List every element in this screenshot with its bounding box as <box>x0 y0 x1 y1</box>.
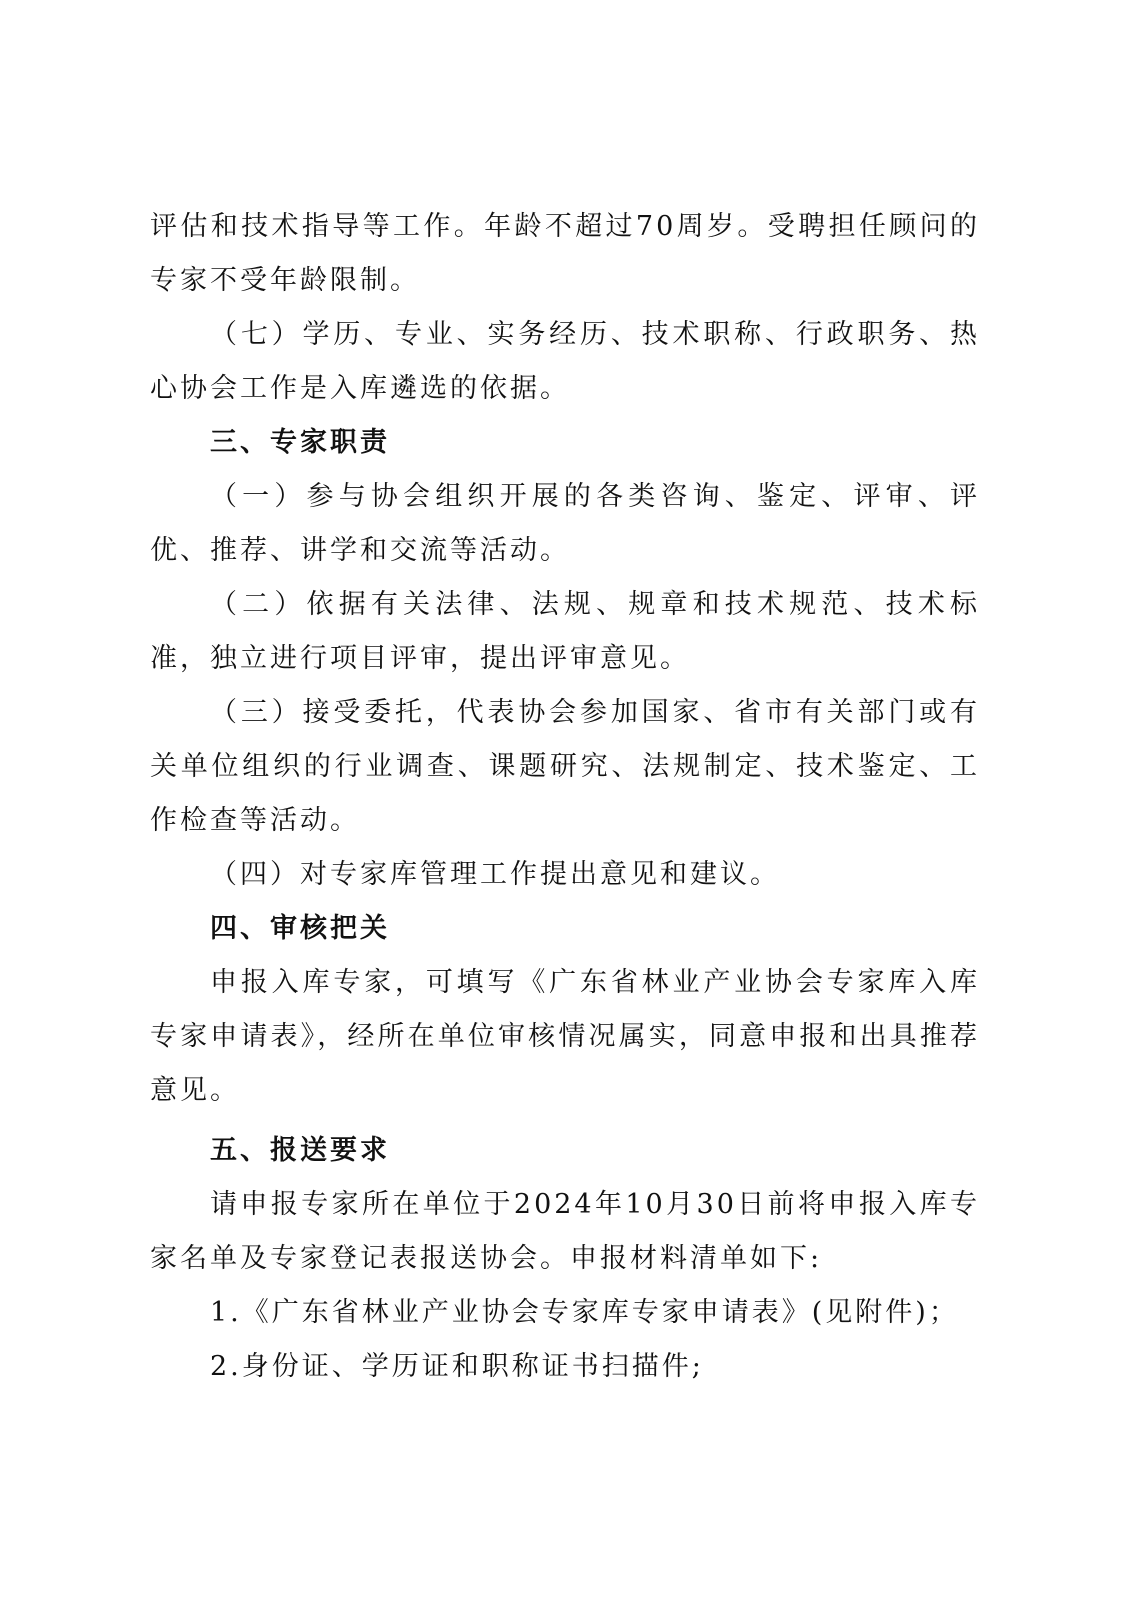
paragraph-duty-4: （四）对专家库管理工作提出意见和建议。 <box>210 859 780 890</box>
list-item-scanned-certificates: 2.身份证、学历证和职称证书扫描件; <box>210 1351 704 1382</box>
paragraph-age-limit: 评估和技术指导等工作。年龄不超过70周岁。受聘担任顾问的专家不受年龄限制。 <box>150 211 980 296</box>
list-item-application-form: 1.《广东省林业产业协会专家库专家申请表》(见附件)； <box>210 1297 959 1328</box>
document-body <box>150 200 980 1394</box>
heading-submission: 五、报送要求 <box>210 1135 390 1166</box>
heading-expert-duties: 三、专家职责 <box>210 427 390 458</box>
heading-review: 四、审核把关 <box>210 913 390 944</box>
paragraph-duty-2: （二）依据有关法律、法规、规章和技术规范、技术标准，独立进行项目评审，提出评审意见。 <box>150 589 980 674</box>
paragraph-submission: 请申报专家所在单位于2024年10月30日前将申报入库专家名单及专家登记表报送协会。申报材料清单如下: <box>150 1189 980 1274</box>
paragraph-review: 申报入库专家，可填写《广东省林业产业协会专家库入库专家申请表》，经所在单位审核情况属实，同意申报和出具推荐意见。 <box>150 967 980 1106</box>
paragraph-selection-basis: （七）学历、专业、实务经历、技术职称、行政职务、热心协会工作是入库遴选的依据。 <box>150 319 980 404</box>
paragraph-duty-3: （三）接受委托，代表协会参加国家、省市有关部门或有关单位组织的行业调查、课题研究、法规制定、技术鉴定、工作检查等活动。 <box>150 697 980 836</box>
paragraph-duty-1: （一）参与协会组织开展的各类咨询、鉴定、评审、评优、推荐、讲学和交流等活动。 <box>150 481 980 566</box>
